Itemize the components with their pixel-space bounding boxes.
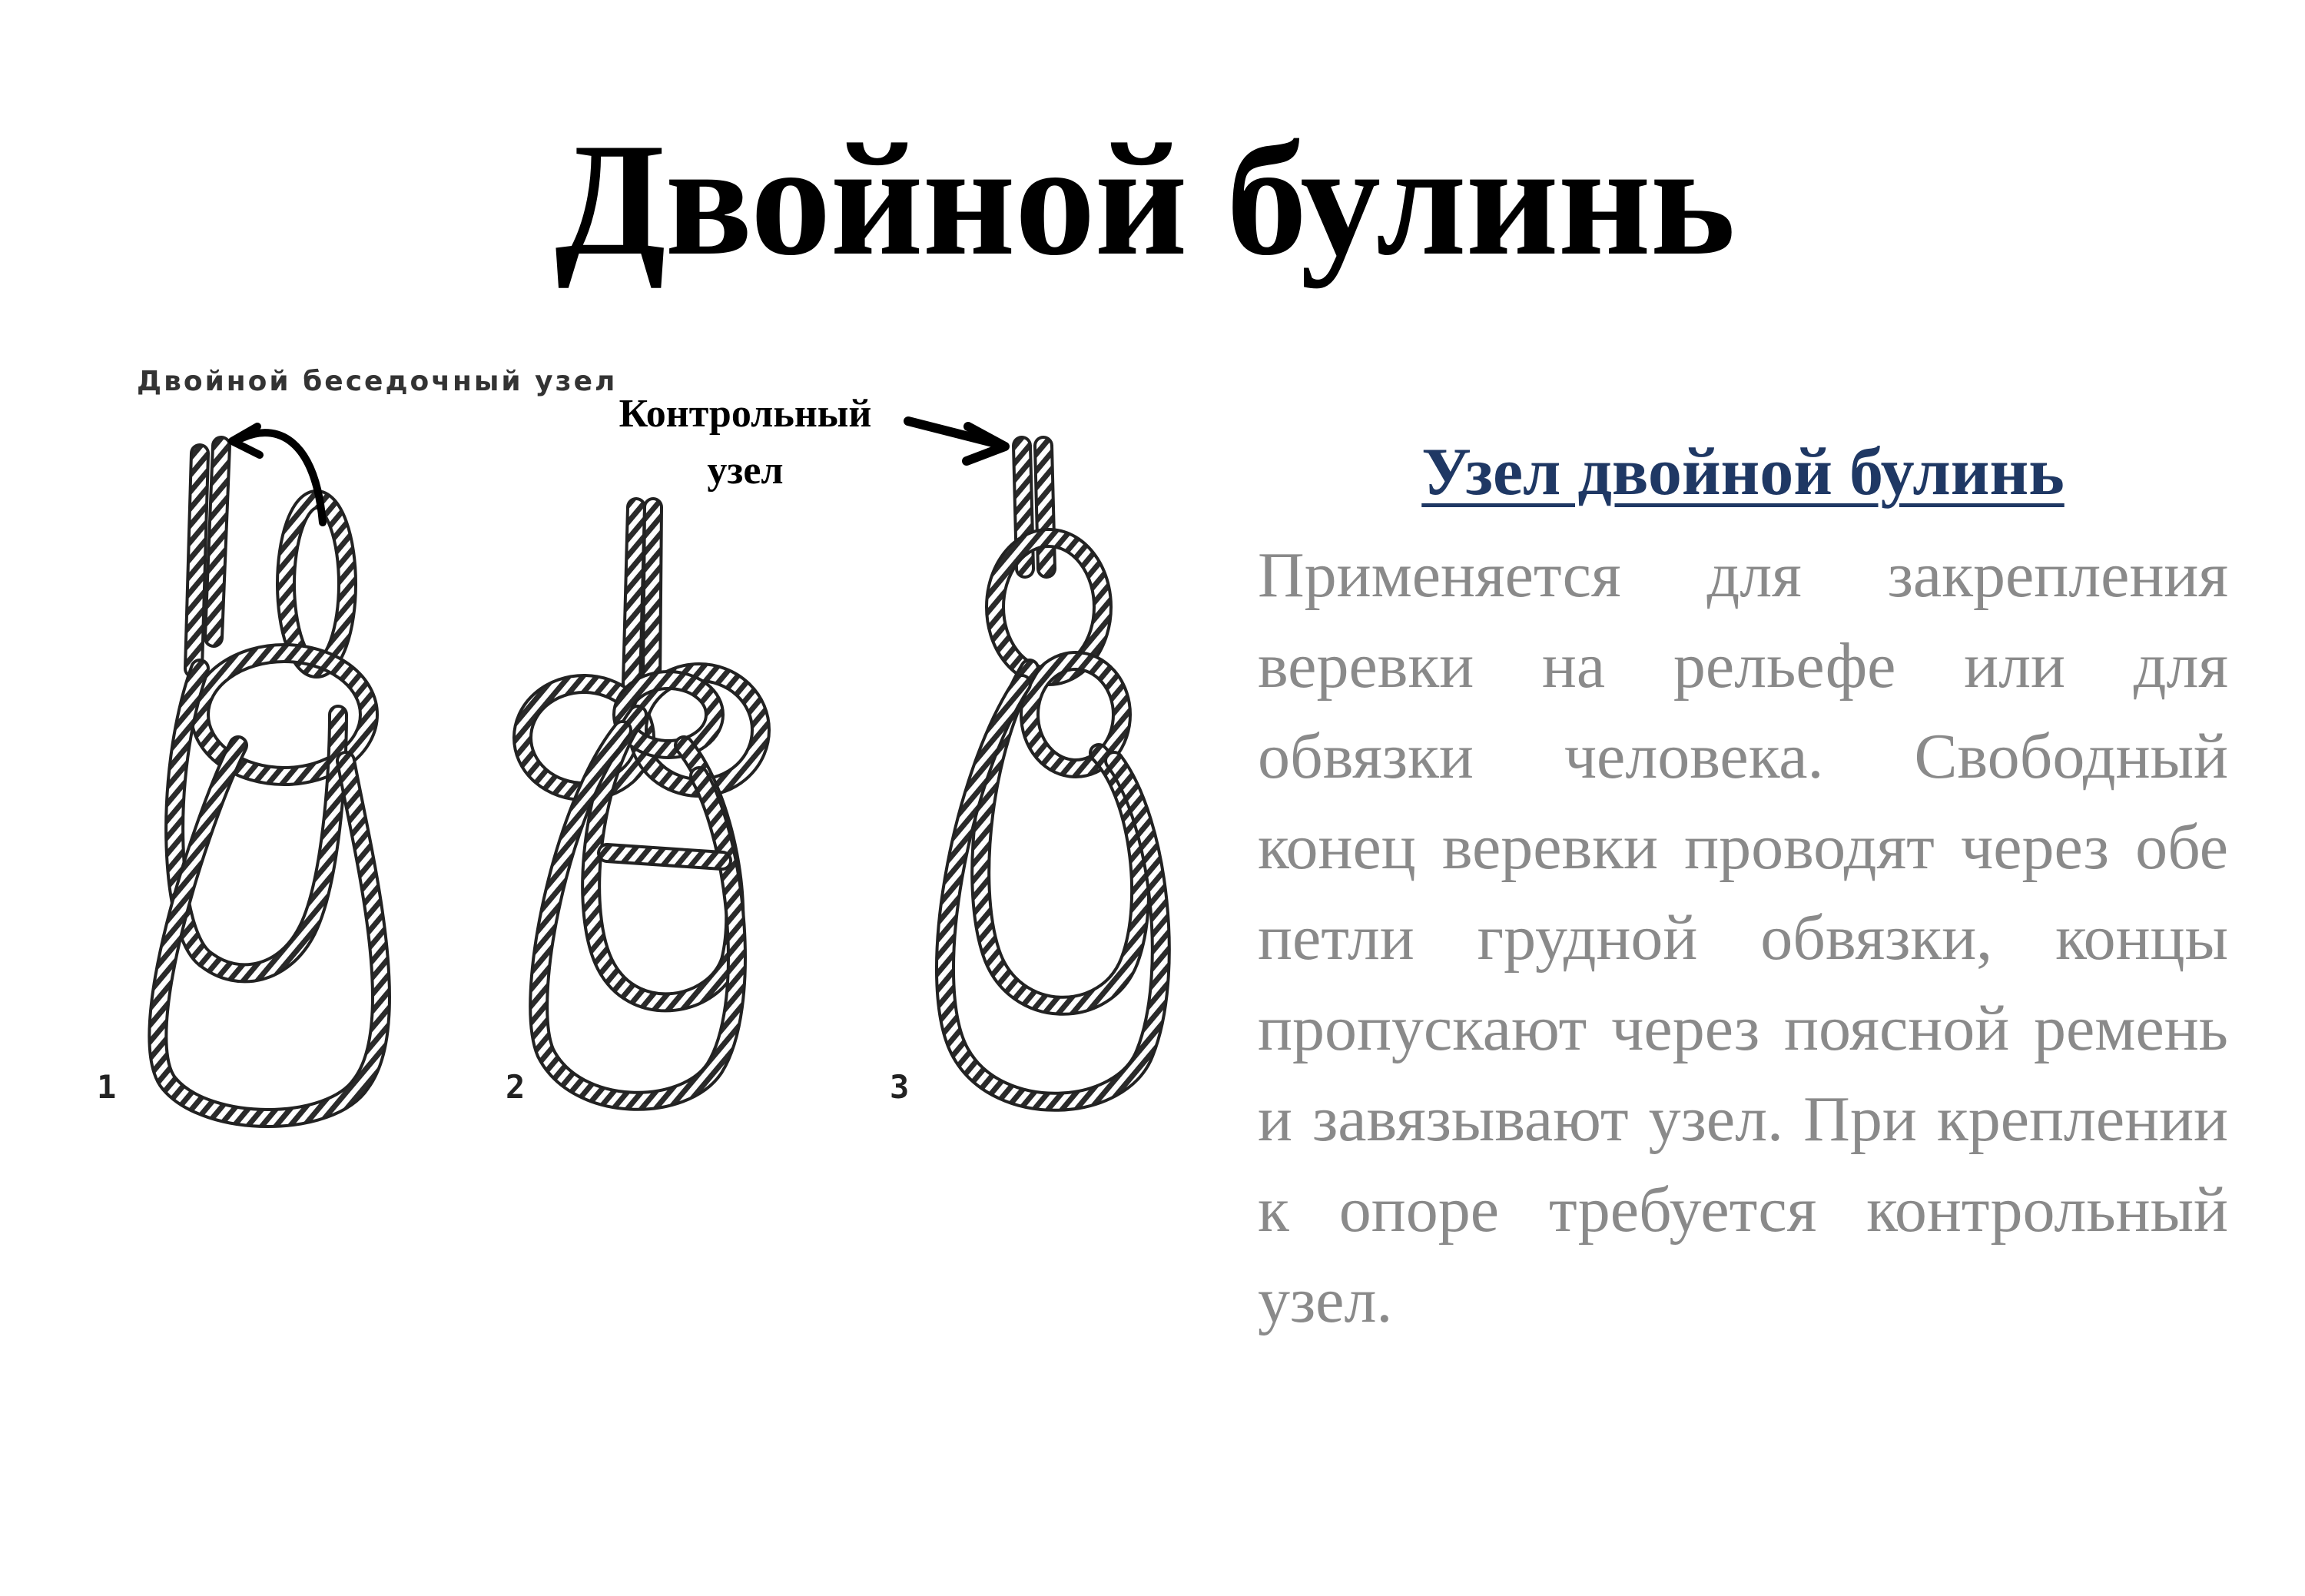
step-number-3: 3 bbox=[890, 1068, 910, 1106]
knot-illustration bbox=[85, 346, 1191, 1160]
section-subtitle: Узел двойной булинь bbox=[1421, 435, 2065, 509]
description-text: Применяется для закрепления веревки на рельефе или для обвязки человека. Свободный конец веревки проводят через обе петли грудной обвязки, концы пропускают через поясной ремень и завязывают узел. При креплении к опоре требуется контрольный узел. bbox=[1258, 539, 2228, 1336]
control-knot-label-line1: Контрольный bbox=[619, 392, 872, 436]
knot-step-1 bbox=[158, 426, 381, 1118]
slide-title: Двойной булинь bbox=[555, 111, 1735, 289]
control-knot-label-line2: узел bbox=[707, 449, 784, 493]
description-block bbox=[1258, 430, 2228, 1346]
step-number-2: 2 bbox=[506, 1068, 526, 1106]
control-knot-label bbox=[592, 386, 899, 499]
step-number-1: 1 bbox=[97, 1068, 117, 1106]
knot-step-3 bbox=[908, 421, 1161, 1102]
figure-caption: Двойной беседочный узел bbox=[137, 366, 618, 397]
knot-step-2 bbox=[522, 507, 761, 1101]
